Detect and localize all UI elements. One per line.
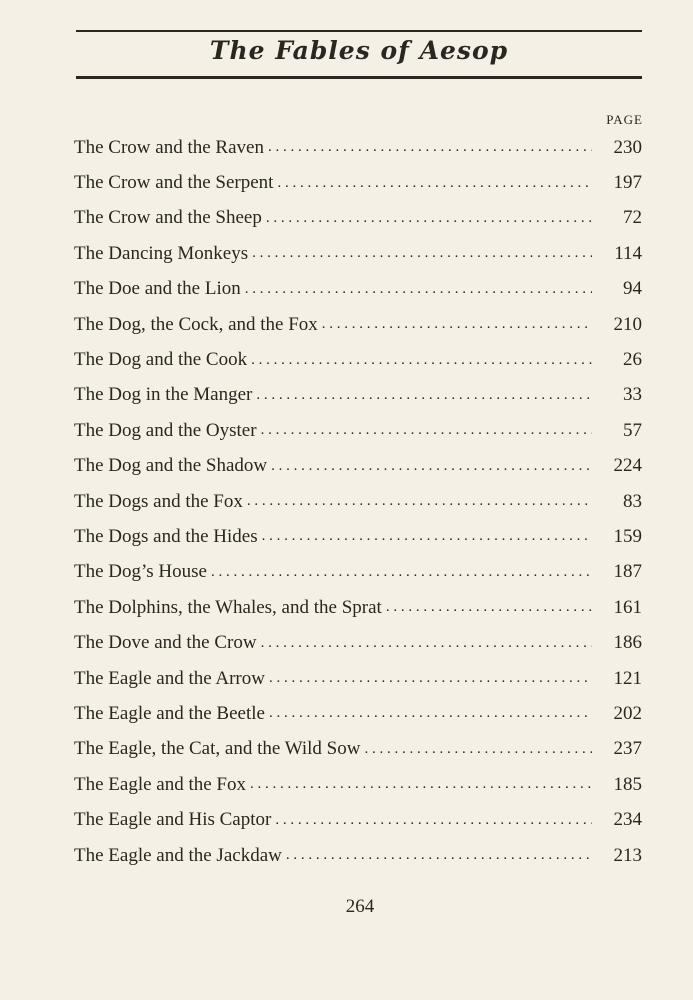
entry-title: The Dog and the Cook	[74, 349, 248, 371]
index-entry	[74, 838, 642, 873]
entry-title: The Dog and the Shadow	[74, 455, 268, 477]
entry-title: The Dogs and the Hides	[74, 525, 258, 547]
entry-title: The Eagle and the Jackdaw	[74, 844, 282, 866]
dot-leader	[252, 245, 592, 262]
entry-page-number: 213	[613, 844, 642, 866]
entry-title: The Crow and the Sheep	[74, 207, 262, 229]
entry-title: The Doe and the Lion	[74, 278, 241, 300]
index-entry	[74, 484, 642, 519]
index-entry	[74, 732, 642, 767]
index-entry	[74, 696, 642, 731]
entry-title: The Eagle and the Arrow	[74, 667, 265, 689]
index-entry	[74, 236, 642, 271]
index-entry	[74, 802, 642, 837]
entry-page-number: 72	[623, 207, 642, 229]
dot-leader	[322, 316, 592, 333]
page-number: 264	[345, 896, 375, 917]
dot-leader	[251, 352, 592, 369]
dot-leader	[250, 776, 592, 793]
dot-leader	[261, 635, 592, 652]
dot-leader	[256, 387, 592, 404]
dot-leader	[271, 458, 592, 475]
index-entry	[74, 767, 642, 802]
entry-page-number: 202	[613, 702, 642, 724]
dot-leader	[262, 528, 592, 545]
dot-leader	[269, 705, 592, 722]
entry-page-number: 159	[613, 525, 642, 547]
entry-title: The Dog’s House	[74, 561, 207, 583]
index-entry	[74, 307, 642, 342]
entry-title: The Dove and the Crow	[74, 632, 257, 654]
entry-page-number: 187	[613, 561, 642, 583]
index-entry	[74, 342, 642, 377]
entry-title: The Crow and the Raven	[74, 136, 264, 158]
entry-title: The Dog in the Manger	[74, 384, 253, 406]
entry-page-number: 234	[613, 809, 642, 831]
entry-page-number: 185	[613, 773, 642, 795]
index-entry	[74, 555, 642, 590]
running-head: The Fables of Aesop	[209, 36, 509, 65]
page-column-label: PAGE	[606, 112, 643, 127]
entry-title: The Dogs and the Fox	[74, 490, 243, 512]
index-entry	[74, 378, 642, 413]
dot-leader	[247, 493, 592, 510]
entry-title: The Crow and the Serpent	[74, 172, 274, 194]
entry-page-number: 186	[613, 632, 642, 654]
entry-page-number: 161	[613, 596, 642, 618]
index-entry	[74, 590, 642, 625]
index-entry	[74, 413, 642, 448]
entry-page-number: 197	[613, 172, 642, 194]
entry-page-number: 230	[613, 136, 642, 158]
index-entry	[74, 625, 642, 660]
entry-page-number: 94	[623, 278, 642, 300]
index-list	[74, 130, 642, 873]
entry-page-number: 121	[613, 667, 642, 689]
entry-title: The Dancing Monkeys	[74, 242, 249, 264]
dot-leader	[386, 599, 592, 616]
index-entry	[74, 449, 642, 484]
dot-leader	[268, 139, 592, 156]
entry-page-number: 57	[623, 419, 642, 441]
index-entry	[74, 519, 642, 554]
entry-title: The Eagle, the Cat, and the Wild Sow	[74, 738, 361, 760]
dot-leader	[275, 812, 592, 829]
entry-page-number: 83	[623, 490, 642, 512]
dot-leader	[261, 422, 592, 439]
entry-page-number: 237	[613, 738, 642, 760]
header-rule-bottom	[76, 76, 642, 79]
entry-title: The Eagle and the Beetle	[74, 702, 265, 724]
entry-title: The Dog and the Oyster	[74, 419, 257, 441]
index-entry	[74, 130, 642, 165]
index-entry	[74, 165, 642, 200]
dot-leader	[269, 670, 592, 687]
dot-leader	[364, 741, 592, 758]
dot-leader	[266, 210, 592, 227]
entry-page-number: 26	[623, 349, 642, 371]
entry-page-number: 114	[614, 242, 642, 264]
entry-title: The Dog, the Cock, and the Fox	[74, 313, 318, 335]
index-entry	[74, 272, 642, 307]
entry-title: The Eagle and His Captor	[74, 809, 272, 831]
index-entry	[74, 201, 642, 236]
entry-page-number: 33	[623, 384, 642, 406]
dot-leader	[211, 564, 592, 581]
dot-leader	[245, 281, 592, 298]
dot-leader	[277, 175, 592, 192]
entry-page-number: 210	[613, 313, 642, 335]
entry-page-number: 224	[613, 455, 642, 477]
index-entry	[74, 661, 642, 696]
entry-title: The Dolphins, the Whales, and the Sprat	[74, 596, 382, 618]
entry-title: The Eagle and the Fox	[74, 773, 247, 795]
dot-leader	[286, 847, 592, 864]
header-rule-top	[76, 30, 642, 32]
